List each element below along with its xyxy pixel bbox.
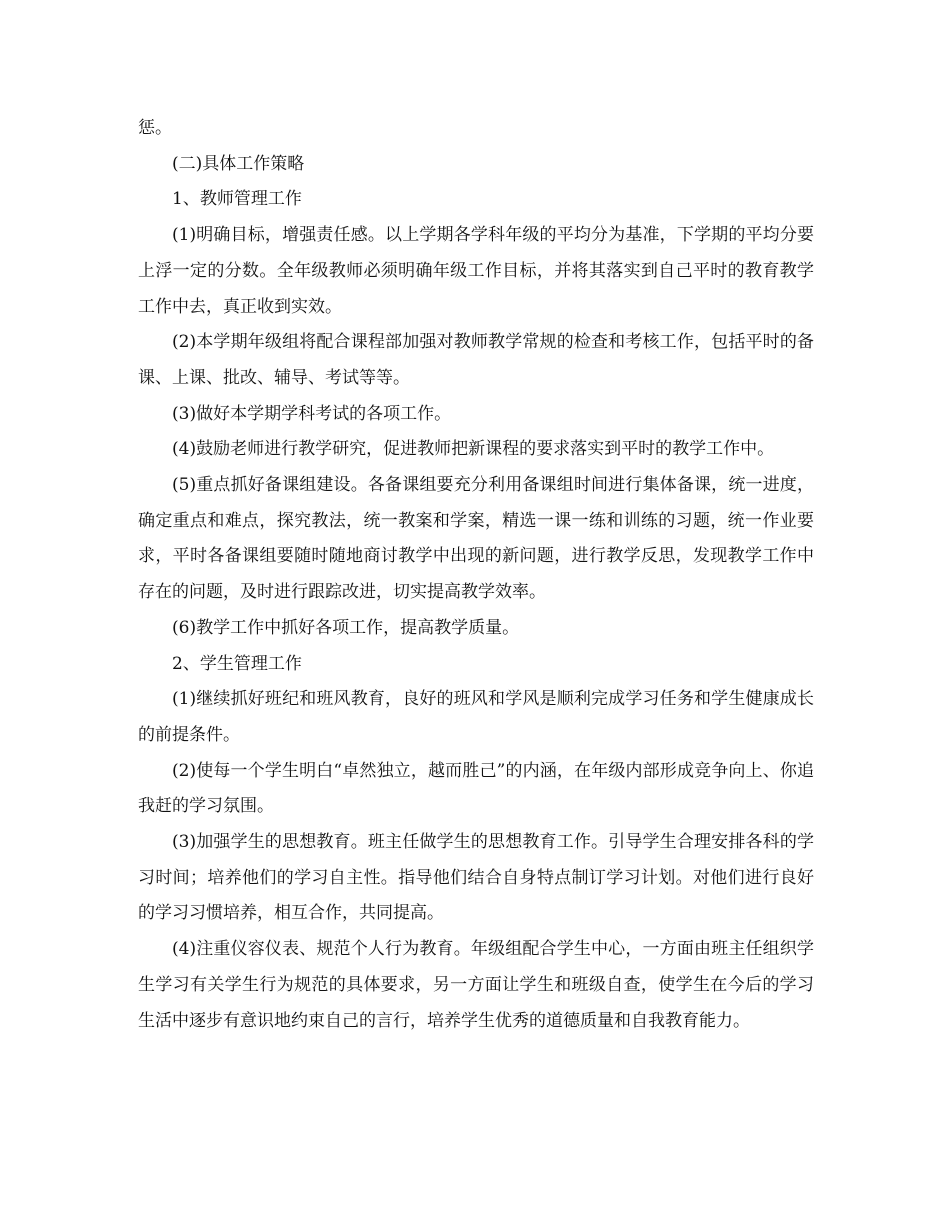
- paragraph-teacher-2: (2)本学期年级组将配合课程部加强对教师教学常规的检查和考核工作，包括平时的备课、上课、批改、辅导、考试等等。: [138, 332, 814, 388]
- paragraph-student-1: (1)继续抓好班纪和班风教育，良好的班风和学风是顺利完成学习任务和学生健康成长的前提条件。: [138, 689, 814, 745]
- paragraph-teacher-1: (1)明确目标，增强责任感。以上学期各学科年级的平均分为基准，下学期的平均分要上浮一定的分数。全年级教师必须明确年级工作目标，并将其落实到自己平时的教育教学工作中去，真正收到实效。: [138, 225, 814, 317]
- paragraph-student-2: (2)使每一个学生明白“卓然独立，越而胜己”的内涵，在年级内部形成竞争向上、你追我赶的学习氛围。: [138, 760, 814, 817]
- subsection-heading-teacher-management: 1、教师管理工作: [172, 189, 302, 210]
- paragraph-student-3: (3)加强学生的思想教育。班主任做学生的思想教育工作。引导学生合理安排各科的学习时间；培养他们的学习自主性。指导他们结合自身特点制订学习计划。对他们进行良好的学习习惯培养，相互合作，共同提高。: [138, 832, 814, 924]
- paragraph-teacher-5: (5)重点抓好备课组建设。各备课组要充分利用备课组时间进行集体备课，统一进度，确定重点和难点，探究教法，统一教案和学案，精选一课一练和训练的习题，统一作业要求，平时各备课组要随时随地商讨教学中出现的新问题，进行教学反思，发现教学工作中存在的问题，及时进行跟踪改进，切实提高教学效率。: [138, 475, 814, 603]
- subsection-heading-student-management: 2、学生管理工作: [172, 653, 302, 674]
- section-heading-strategy: (二)具体工作策略: [172, 153, 305, 174]
- paragraph-teacher-3: (3)做好本学期学科考试的各项工作。: [172, 403, 452, 424]
- paragraph-continuation: 惩。: [138, 118, 172, 138]
- paragraph-teacher-6: (6)教学工作中抓好各项工作，提高教学质量。: [172, 617, 520, 638]
- paragraph-student-4: (4)注重仪容仪表、规范个人行为教育。年级组配合学生中心，一方面由班主任组织学生学习有关学生行为规范的具体要求，另一方面让学生和班级自查，使学生在今后的学习生活中逐步有意识地约束自己的言行，培养学生优秀的道德质量和自我教育能力。: [138, 939, 814, 1031]
- document-body: [138, 111, 814, 1039]
- paragraph-teacher-4: (4)鼓励老师进行教学研究，促进教师把新课程的要求落实到平时的教学工作中。: [172, 439, 775, 460]
